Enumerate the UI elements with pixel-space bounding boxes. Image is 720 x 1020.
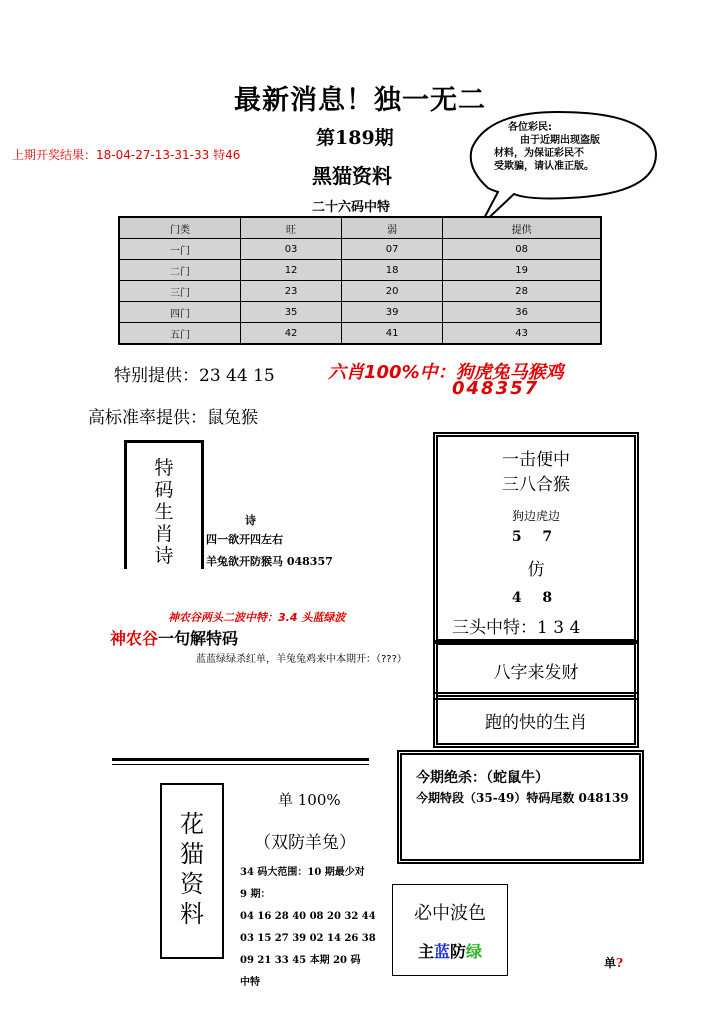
range-line: 09 21 33 45 本期 20 码 xyxy=(240,955,361,966)
bubble-line: 各位彩民: xyxy=(508,122,552,133)
single-100: 单 100% xyxy=(278,791,341,809)
fast-shio-text: 跑的快的生肖 xyxy=(485,713,587,733)
table-header-row xyxy=(119,217,601,239)
kill-section: 今期特段（35-49）特码尾数 048139 xyxy=(416,791,629,805)
range-list xyxy=(240,862,390,994)
table-cell: 08 xyxy=(443,239,601,260)
wave-guard: 防 xyxy=(450,942,467,961)
three-head: 三头中特：1 3 4 xyxy=(452,618,581,638)
table-cell: 18 xyxy=(342,260,443,281)
poem-vertical-title xyxy=(127,457,201,567)
shennong-title-red: 神农谷 xyxy=(110,629,159,648)
table-header: 弱 xyxy=(342,217,443,239)
table-row xyxy=(119,239,601,260)
flower-cat-box xyxy=(160,783,224,959)
table-cell: 41 xyxy=(342,323,443,345)
accuracy-line: 高标准率提供：鼠兔猴 xyxy=(88,408,258,428)
bubble-text xyxy=(494,121,634,173)
six-shio: 六肖100%中：狗虎兔马猴鸡 xyxy=(328,362,564,383)
table-cell: 五门 xyxy=(119,323,241,345)
table-cell: 一门 xyxy=(119,239,241,260)
kill-box xyxy=(397,750,644,864)
hit-title: 一击便中 xyxy=(502,450,570,470)
hit-fang: 仿 xyxy=(527,560,545,580)
wave-main: 主 xyxy=(417,942,434,961)
flower-char: 资 xyxy=(180,870,204,898)
table-row xyxy=(119,281,601,302)
hit-subtitle: 三八合猴 xyxy=(502,475,570,495)
hit-box xyxy=(433,432,639,644)
number-table xyxy=(118,216,602,345)
subtitle-secondary: 二十六码中特 xyxy=(312,200,391,215)
table-cell: 03 xyxy=(241,239,342,260)
table-cell: 07 xyxy=(342,239,443,260)
page-title: 最新消息！独一无二 xyxy=(234,85,486,116)
bubble-line: 由于近期出现盗版 xyxy=(520,135,600,146)
range-line: 9 期： xyxy=(240,889,271,900)
special-numbers: 特别提供：23 44 15 xyxy=(114,366,275,386)
hit-numbers-48: 4 8 xyxy=(511,590,561,606)
table-cell: 四门 xyxy=(119,302,241,323)
wave-sub xyxy=(393,939,507,962)
table-cell: 二门 xyxy=(119,260,241,281)
single-question xyxy=(604,954,623,971)
fortune-text: 八字来发财 xyxy=(493,663,579,683)
hit-dog-line: 狗边虎边 xyxy=(511,509,560,523)
subtitle: 黑猫资料 xyxy=(312,164,392,188)
table-row xyxy=(119,260,601,281)
table-header: 旺 xyxy=(241,217,342,239)
poem-char: 肖 xyxy=(154,523,174,545)
wave-blue: 蓝 xyxy=(433,942,450,961)
table-cell: 39 xyxy=(342,302,443,323)
poem-line: 羊兔欲开防猴马 048357 xyxy=(206,555,333,568)
poem-char: 诗 xyxy=(154,545,174,567)
table-cell: 20 xyxy=(342,281,443,302)
table-cell: 19 xyxy=(443,260,601,281)
poem-box xyxy=(124,440,204,569)
table-header: 提供 xyxy=(443,217,601,239)
hit-numbers-57: 5 7 xyxy=(511,529,561,545)
issue-number: 第189期 xyxy=(316,127,394,149)
range-line: 03 15 27 39 02 14 26 38 xyxy=(240,933,376,944)
single-q-text: 单 xyxy=(604,956,617,970)
table-cell: 23 xyxy=(241,281,342,302)
table-cell: 43 xyxy=(443,323,601,345)
poem-char: 特 xyxy=(154,457,174,479)
flower-char: 猫 xyxy=(180,840,204,868)
table-cell: 28 xyxy=(443,281,601,302)
flower-cat-title xyxy=(162,809,222,929)
fortune-box xyxy=(433,640,639,700)
poem-char: 码 xyxy=(154,479,174,501)
fast-shio-box xyxy=(433,692,639,748)
wave-title: 必中波色 xyxy=(414,903,486,924)
table-cell: 35 xyxy=(241,302,342,323)
bubble-line: 材料，为保证彩民不 xyxy=(494,148,584,159)
wave-color-box xyxy=(392,884,508,976)
six-shio-numbers: 048357 xyxy=(452,378,540,399)
shennong-wave: 神农谷两头二波中特：3.4 头蓝绿波 xyxy=(168,611,346,624)
divider xyxy=(112,758,369,761)
range-line: 中特 xyxy=(240,977,260,988)
table-header: 门类 xyxy=(119,217,241,239)
wave-green: 绿 xyxy=(466,942,483,961)
last-result: 上期开奖结果：18-04-27-13-31-33 特46 xyxy=(12,148,241,162)
table-cell: 36 xyxy=(443,302,601,323)
single-q-mark: ? xyxy=(616,956,624,970)
poem-label: 诗 xyxy=(245,514,256,527)
poem-char: 生 xyxy=(154,501,174,523)
flower-char: 料 xyxy=(180,900,204,928)
table-cell: 12 xyxy=(241,260,342,281)
kill-shio: 今期绝杀：（蛇鼠牛） xyxy=(416,770,549,786)
shennong-title-black: 一句解特码 xyxy=(158,629,239,648)
table-cell: 42 xyxy=(241,323,342,345)
range-line: 34 码大范围：10 期最少对 xyxy=(240,867,365,878)
flower-char: 花 xyxy=(180,810,204,838)
poem-line: 四一欲开四左右 xyxy=(206,533,283,546)
bubble-line: 受欺骗，请认准正版。 xyxy=(494,161,594,172)
table-cell: 三门 xyxy=(119,281,241,302)
double-guard: （双防羊兔） xyxy=(254,833,356,853)
shennong-title xyxy=(110,626,238,649)
divider xyxy=(112,764,369,765)
table-row xyxy=(119,323,601,345)
range-line: 04 16 28 40 08 20 32 44 xyxy=(240,911,376,922)
shennong-line: 蓝蓝绿绿杀红单，羊兔兔鸡来中本期开：（???） xyxy=(196,654,407,665)
table-row xyxy=(119,302,601,323)
